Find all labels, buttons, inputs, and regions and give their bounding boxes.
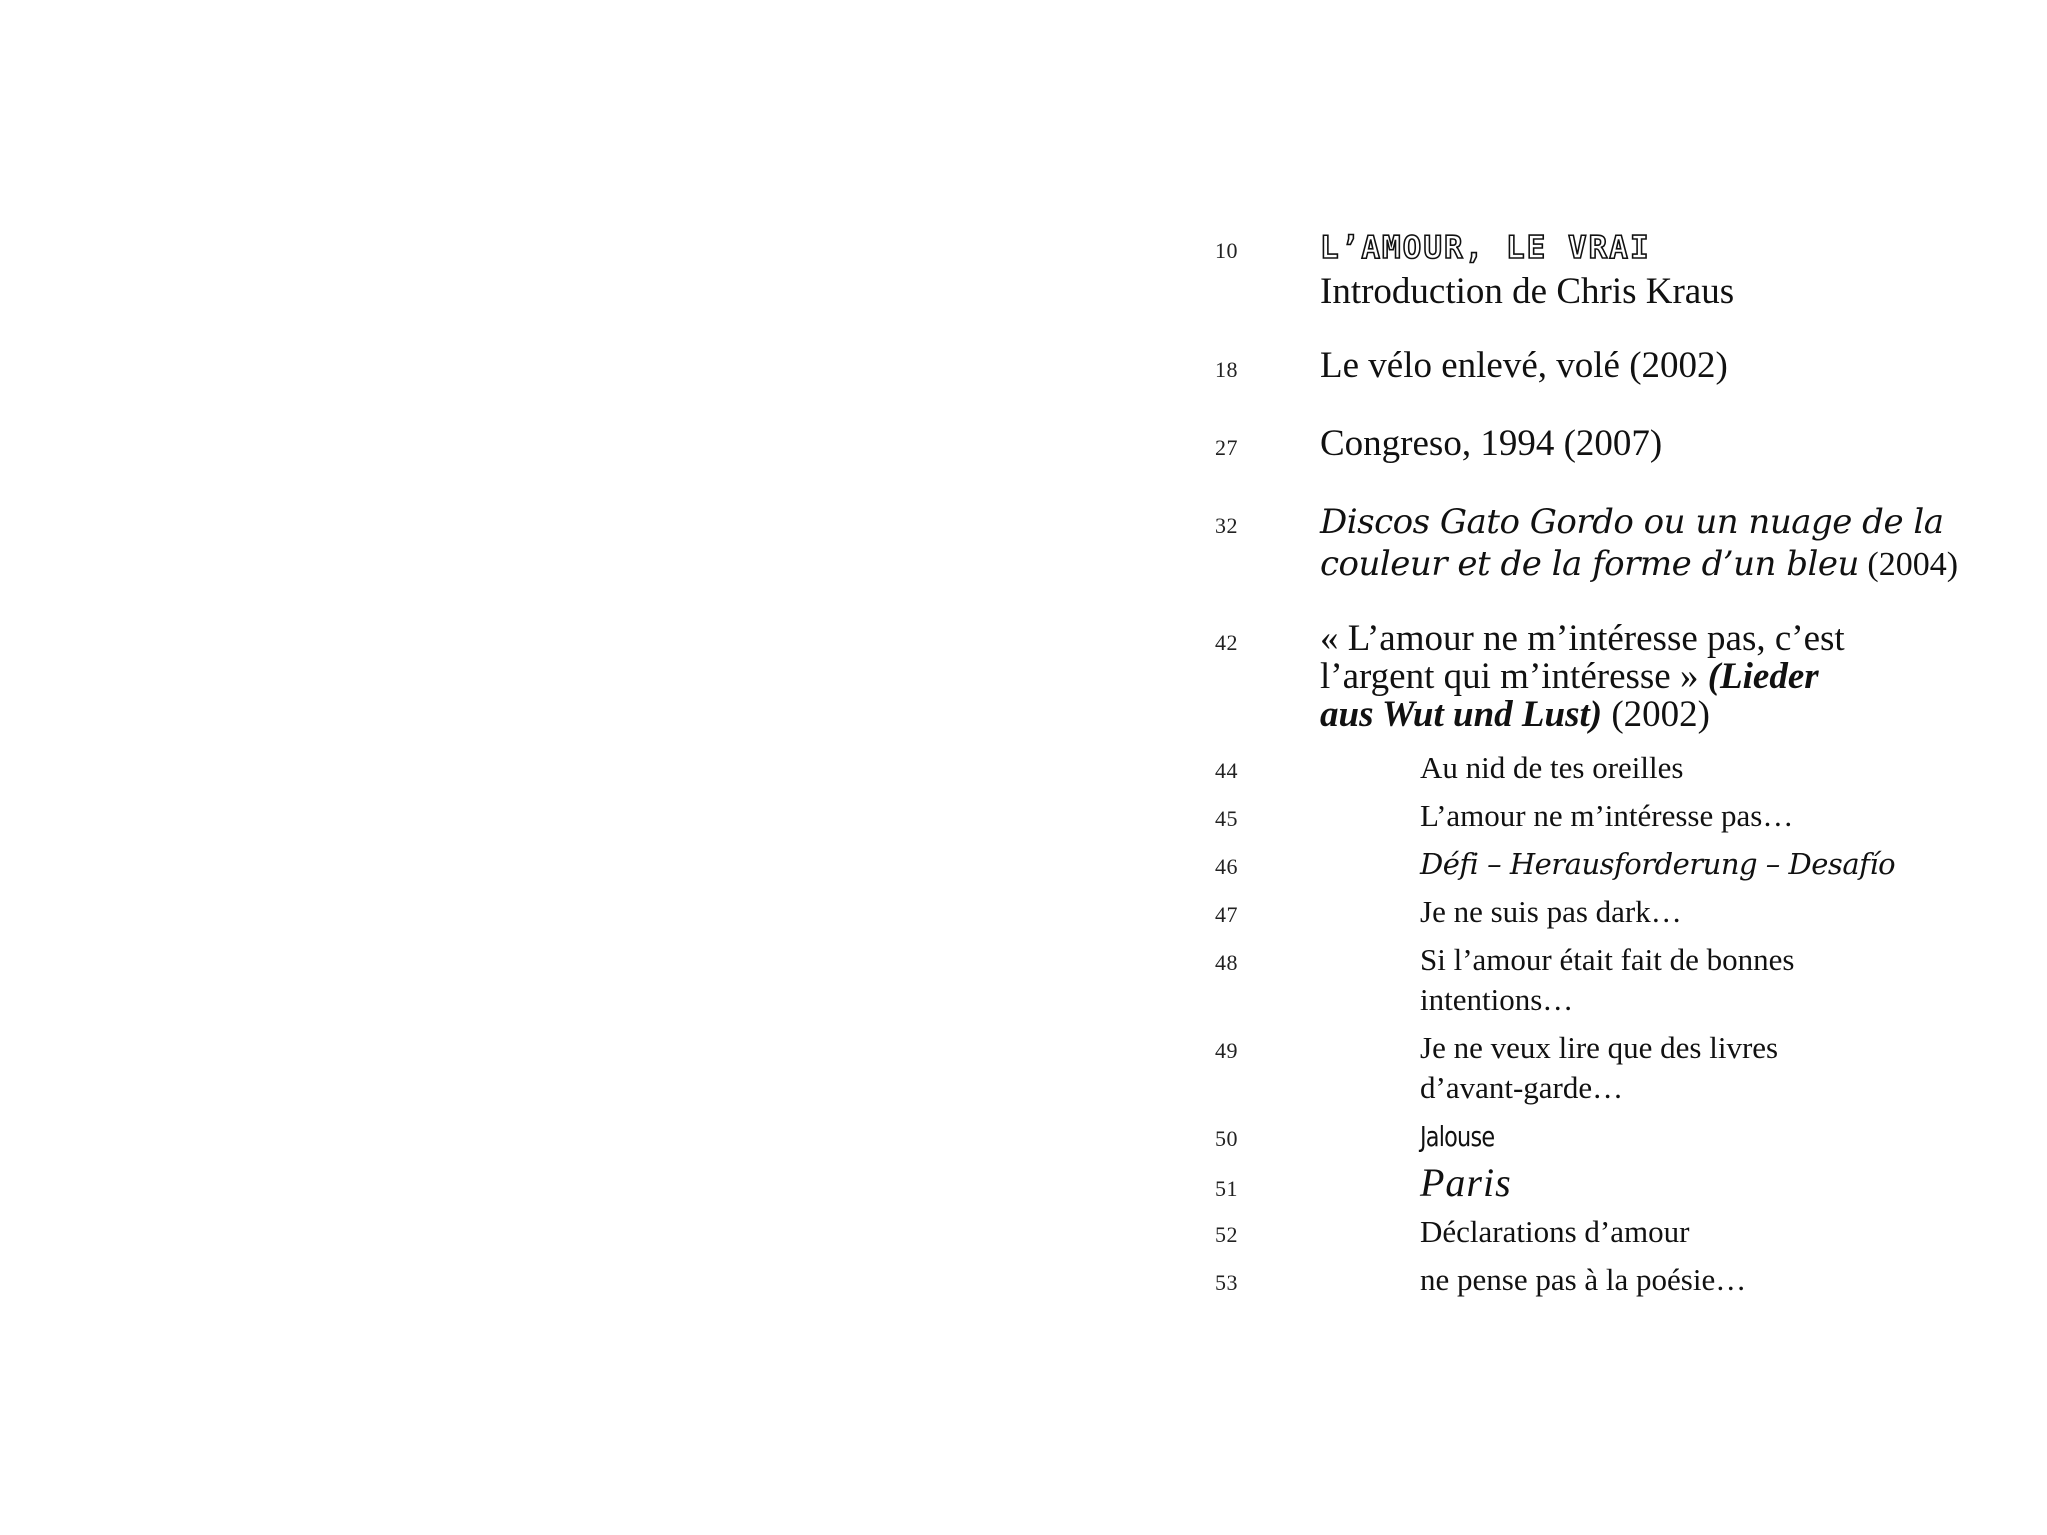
page-number: 32 (1215, 513, 1238, 538)
subentry-title-line: d’avant-garde… (1420, 1070, 1624, 1105)
toc-subentry-44 (1215, 748, 1995, 788)
toc-subentry-53 (1215, 1260, 1995, 1300)
subentry-title-script: Défi – Herausforderung – Desafío (1420, 847, 1896, 881)
toc-subentry-45 (1215, 796, 1995, 836)
entry-title-italic: (Lieder (1707, 656, 1819, 697)
entry-title-line: l’argent qui m’intéresse » (1320, 656, 1708, 697)
table-of-contents (1215, 228, 1995, 1300)
subentry-title-condensed: Jalouse (1420, 1120, 1495, 1153)
entry-title-line: « L’amour ne m’intéresse pas, c’est (1320, 618, 1845, 659)
page-number: 46 (1215, 854, 1238, 879)
subentry-title: ne pense pas à la poésie… (1420, 1262, 1747, 1297)
subentry-title: Au nid de tes oreilles (1420, 750, 1684, 785)
page-number: 45 (1215, 806, 1238, 831)
entry-title-script: Discos Gato Gordo ou un nuage de la (1320, 502, 1944, 542)
toc-subentry-49 (1215, 1028, 1995, 1108)
page-number: 52 (1215, 1222, 1238, 1247)
toc-subentry-51 (1215, 1160, 1995, 1206)
subentry-title-line: intentions… (1420, 982, 1574, 1017)
subentry-title-line: Je ne veux lire que des livres (1420, 1030, 1779, 1065)
subentry-title: L’amour ne m’intéresse pas… (1420, 798, 1794, 833)
page-number: 49 (1215, 1038, 1238, 1063)
page-number: 50 (1215, 1126, 1238, 1151)
subentry-title-calligraphic: Paris (1420, 1160, 1512, 1205)
toc-subentry-47 (1215, 892, 1995, 932)
entry-title: Congreso, 1994 (2007) (1320, 423, 1663, 464)
page-number: 51 (1215, 1176, 1238, 1201)
page-number: 48 (1215, 950, 1238, 975)
entry-title: Le vélo enlevé, volé (2002) (1320, 345, 1728, 386)
page-number: 42 (1215, 630, 1238, 655)
entry-year: (2002) (1602, 694, 1711, 735)
toc-entry-42 (1215, 620, 1995, 734)
toc-entry-18 (1215, 347, 1995, 385)
entry-year: (2004) (1858, 546, 1959, 583)
toc-subentry-50 (1215, 1116, 1995, 1157)
subentry-title-line: Si l’amour était fait de bonnes (1420, 942, 1795, 977)
toc-entry-10 (1215, 228, 1995, 311)
toc-subentry-48 (1215, 940, 1995, 1020)
page-number: 27 (1215, 435, 1238, 460)
toc-entry-32 (1215, 501, 1995, 586)
toc-subentry-52 (1215, 1212, 1995, 1252)
entry-title-italic: aus Wut und Lust) (1320, 694, 1603, 735)
page-number: 44 (1215, 758, 1238, 783)
subentry-title: Déclarations d’amour (1420, 1214, 1690, 1249)
subentry-title: Je ne suis pas dark… (1420, 894, 1682, 929)
page-number: 47 (1215, 902, 1238, 927)
toc-entry-27 (1215, 425, 1995, 463)
toc-subentry-46 (1215, 844, 1995, 884)
page-number: 10 (1215, 238, 1238, 263)
section-subtitle: Introduction de Chris Kraus (1320, 271, 1735, 312)
page-number: 18 (1215, 357, 1238, 382)
section-title-decorative: L’AMOUR, LE VRAI (1320, 230, 1651, 266)
page-number: 53 (1215, 1270, 1238, 1295)
entry-title-script: couleur et de la forme d’un bleu (1320, 544, 1859, 584)
